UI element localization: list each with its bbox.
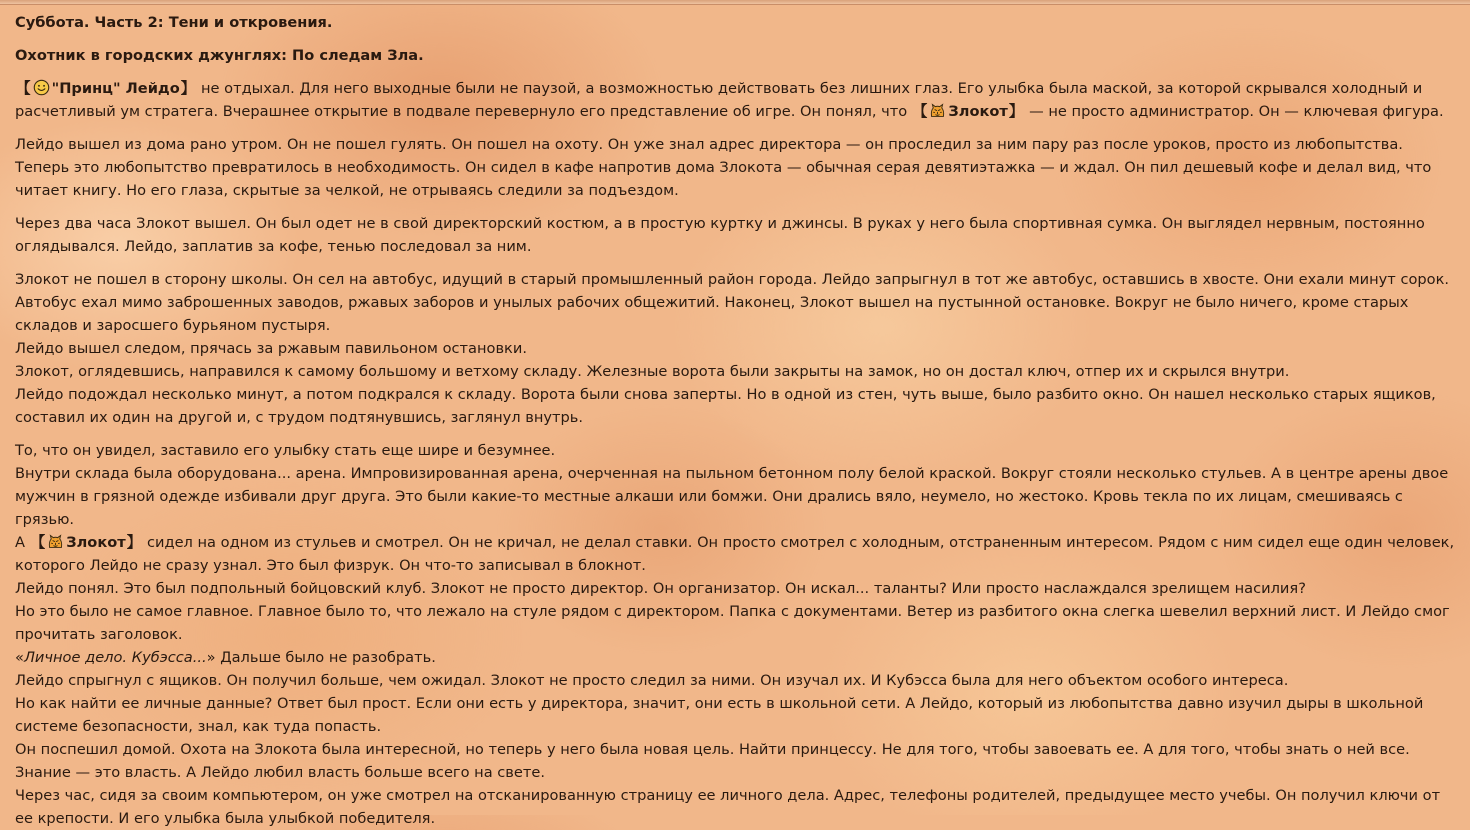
line-text: А xyxy=(15,534,30,551)
bracket-close: 】 xyxy=(1008,103,1024,120)
bracket-close: 】 xyxy=(126,534,142,551)
character-name-zlokot: Злокот xyxy=(948,103,1008,120)
line-text: » Дальше было не разобрать. xyxy=(206,649,436,666)
tiger-icon xyxy=(929,102,946,119)
paragraph-1-text-a: не отдыхал. Для него выходные были не паузой, а возможностью действовать без лишних глаз. Его улыбка была маской, за которой скрывался холодный и расчетливый ум стратега. Вчерашнее открытие в подвале перевернуло его представление об игре. Он понял, что xyxy=(15,80,1423,120)
bracket-close: 】 xyxy=(180,80,196,97)
paragraph-1-text-b: — не просто администратор. Он — ключевая фигура. xyxy=(1024,103,1444,120)
character-name-prince: "Принц" Лейдо xyxy=(51,80,180,97)
chapter-title: Суббота. Часть 2: Тени и откровения. xyxy=(15,14,333,31)
tiger-icon xyxy=(47,533,64,550)
paragraph-5-line xyxy=(15,531,1456,577)
paragraph-5-line: Внутри склада была оборудована... арена. Импровизированная арена, очерченная на пыльном бетонном полу белой краской. Вокруг стояли несколько стульев. А в центре арены двое мужчин в грязной одежде избивали друг друга. Это были какие-то местные алкаши или бомжи. Они дрались вяло, неумело, но жестоко. Кровь текла по их лицам, смешиваясь с грязью. xyxy=(15,465,1449,528)
line-text: сидел на одном из стульев и смотрел. Он не кричал, не делал ставки. Он просто смотрел с холодным, отстраненным интересом. Рядом с ним сидел еще один человек, которого Лейдо не сразу узнал. Это был физрук. Он что-то записывал в блокнот. xyxy=(15,534,1455,574)
file-title-italic: Личное дело. Кубэсса... xyxy=(23,649,207,666)
paragraph-4-line: Лейдо вышел следом, прячась за ржавым павильоном остановки. xyxy=(15,340,527,357)
paragraph-2: Лейдо вышел из дома рано утром. Он не пошел гулять. Он пошел на охоту. Он уже знал адрес директора — он проследил за ним пару раз после уроков, просто из любопытства. Теперь это любопытство превратилось в необходимость. Он сидел в кафе напротив дома Злокота — обычная серая девятиэтажка — и ждал. Он пил дешевый кофе и делал вид, что читает книгу. Но его глаза, скрытые за челкой, не отрываясь следили за подъездом. xyxy=(15,136,1432,199)
bracket-open: 【 xyxy=(30,534,46,551)
paragraph-5 xyxy=(15,439,1456,830)
paragraph-5-line: Но как найти ее личные данные? Ответ был прост. Если они есть у директора, значит, они есть в школьной сети. А Лейдо, который из любопытства давно изучил дыры в школьной системе безопасности, знал, как туда попасть. xyxy=(15,695,1424,735)
bracket-open: 【 xyxy=(16,80,31,97)
smiling-face-icon xyxy=(33,79,50,96)
paragraph-4-line: Злокот не пошел в сторону школы. Он сел на автобус, идущий в старый промышленный район города. Лейдо запрыгнул в тот же автобус, оставшись в хвосте. Они ехали минут сорок. Автобус ехал мимо заброшенных заводов, ржавых заборов и унылых рабочих общежитий. Наконец, Злокот вышел на пустынной остановке. Вокруг не было ничего, кроме старых складов и заросшего бурьяном пустыря. xyxy=(15,271,1450,334)
chapter-subtitle: Охотник в городских джунглях: По следам Зла. xyxy=(15,47,424,64)
story-text xyxy=(0,5,1470,830)
paragraph-5-line: Лейдо понял. Это был подпольный бойцовский клуб. Злокот не просто директор. Он организатор. Он искал... таланты? Или просто наслаждался зрелищем насилия? xyxy=(15,580,1306,597)
paragraph-1 xyxy=(15,77,1456,123)
character-name-zlokot: Злокот xyxy=(66,534,126,551)
bracket-open: 【 xyxy=(912,103,928,120)
character-tag-zlokot xyxy=(30,534,143,551)
paragraph-5-line: То, что он увидел, заставило его улыбку стать еще шире и безумнее. xyxy=(15,442,556,459)
paragraph-3: Через два часа Злокот вышел. Он был одет не в свой директорский костюм, а в простую куртку и джинсы. В руках у него была спортивная сумка. Он выглядел нервным, постоянно оглядывался. Лейдо, заплатив за кофе, тенью последовал за ним. xyxy=(15,215,1425,255)
paragraph-5-line xyxy=(15,646,1456,669)
paragraph-4 xyxy=(15,268,1456,429)
character-tag-zlokot xyxy=(912,103,1025,120)
character-tag-prince xyxy=(15,80,196,97)
paragraph-4-line: Злокот, оглядевшись, направился к самому большому и ветхому складу. Железные ворота были закрыты на замок, но он достал ключ, отпер их и скрылся внутри. xyxy=(15,363,1290,380)
paragraph-4-line: Лейдо подождал несколько минут, а потом подкрался к складу. Ворота были снова заперты. Но в одной из стен, чуть выше, было разбито окно. Он нашел несколько старых ящиков, составил их один на другой и, с трудом подтянувшись, заглянул внутрь. xyxy=(15,386,1436,426)
paragraph-5-line: Он поспешил домой. Охота на Злокота была интересной, но теперь у него была новая цель. Найти принцессу. Не для того, чтобы завоевать ее. А для того, чтобы знать о ней все. Знание — это власть. А Лейдо любил власть больше всего на свете. xyxy=(15,741,1410,781)
paragraph-5-line: Через час, сидя за своим компьютером, он уже смотрел на отсканированную страницу ее личного дела. Адрес, телефоны родителей, предыдущее место учебы. Он получил ключи от ее крепости. И его улыбка была улыбкой победителя. xyxy=(15,787,1441,827)
paragraph-5-line: Но это было не самое главное. Главное было то, что лежало на стуле рядом с директором. Папка с документами. Ветер из разбитого окна слегка шевелил верхний лист. И Лейдо смог прочитать заголовок. xyxy=(15,603,1450,643)
quote-mark: « xyxy=(15,649,24,666)
paragraph-5-line: Лейдо спрыгнул с ящиков. Он получил больше, чем ожидал. Злокот не просто следил за ними. Он изучал их. И Кубэсса была для него объектом особого интереса. xyxy=(15,672,1289,689)
